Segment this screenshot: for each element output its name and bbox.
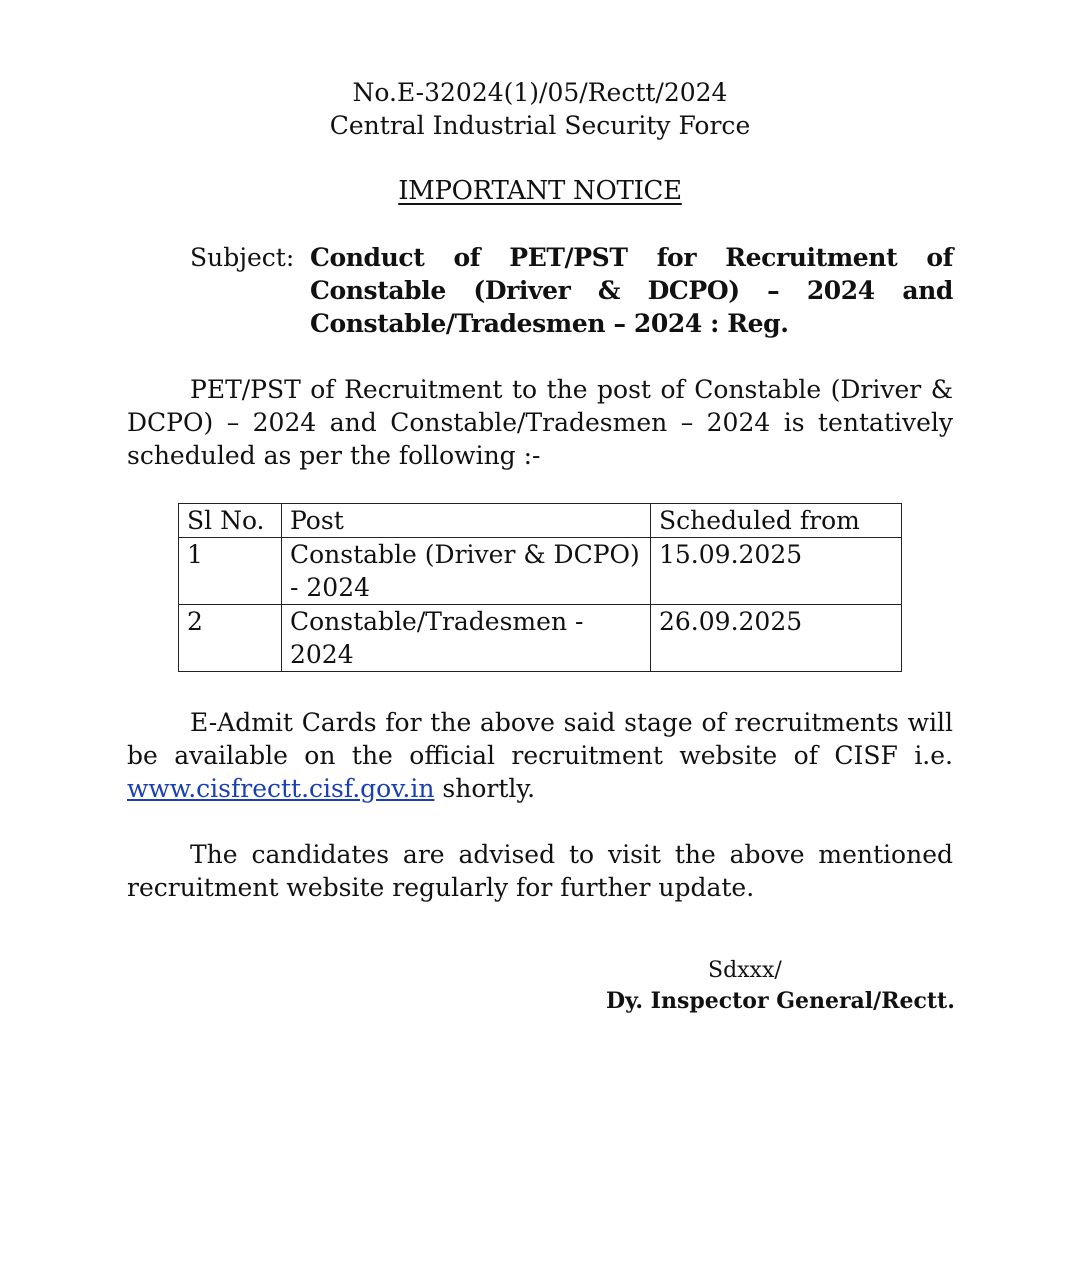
subject-label: Subject: — [190, 243, 295, 272]
signature-sd: Sdxxx/ — [708, 958, 782, 983]
cell-scheduled-date: 26.09.2025 — [651, 605, 902, 672]
schedule-intro-paragraph: PET/PST of Recruitment to the post of Constable (Driver & DCPO) – 2024 and Constable/Tradesmen – 2024 is tentatively scheduled as per the following :- — [127, 375, 953, 470]
admit-card-text-end: shortly. — [442, 774, 536, 803]
organization-name: Central Industrial Security Force — [329, 111, 751, 140]
table-header-row — [179, 504, 902, 538]
admit-card-paragraph — [127, 706, 953, 805]
column-header-sl-no: Sl No. — [179, 504, 282, 538]
column-header-scheduled-from: Scheduled from — [651, 504, 902, 538]
advisory-paragraph: The candidates are advised to visit the above mentioned recruitment website regularly for further update. — [127, 840, 953, 902]
cell-sl-no: 2 — [179, 605, 282, 672]
column-header-post: Post — [282, 504, 651, 538]
reference-number: No.E-32024(1)/05/Rectt/2024 — [352, 78, 728, 107]
table-row — [179, 605, 902, 672]
recruitment-website-link[interactable]: www.cisfrectt.cisf.gov.in — [127, 774, 435, 803]
cell-sl-no: 1 — [179, 538, 282, 605]
cell-scheduled-date: 15.09.2025 — [651, 538, 902, 605]
notice-title: IMPORTANT NOTICE — [398, 176, 682, 206]
table-row — [179, 538, 902, 605]
signatory-designation: Dy. Inspector General/Rectt. — [606, 988, 955, 1014]
subject-text: Conduct of PET/PST for Recruitment of Constable (Driver & DCPO) – 2024 and Constable/Tradesmen – 2024 : Reg. — [310, 243, 953, 338]
cell-post: Constable/Tradesmen - 2024 — [282, 605, 651, 672]
schedule-table — [178, 503, 902, 672]
cell-post: Constable (Driver & DCPO) - 2024 — [282, 538, 651, 605]
admit-card-text: E-Admit Cards for the above said stage of recruitments will be available on the official recruitment website of CISF i.e. — [127, 708, 953, 770]
